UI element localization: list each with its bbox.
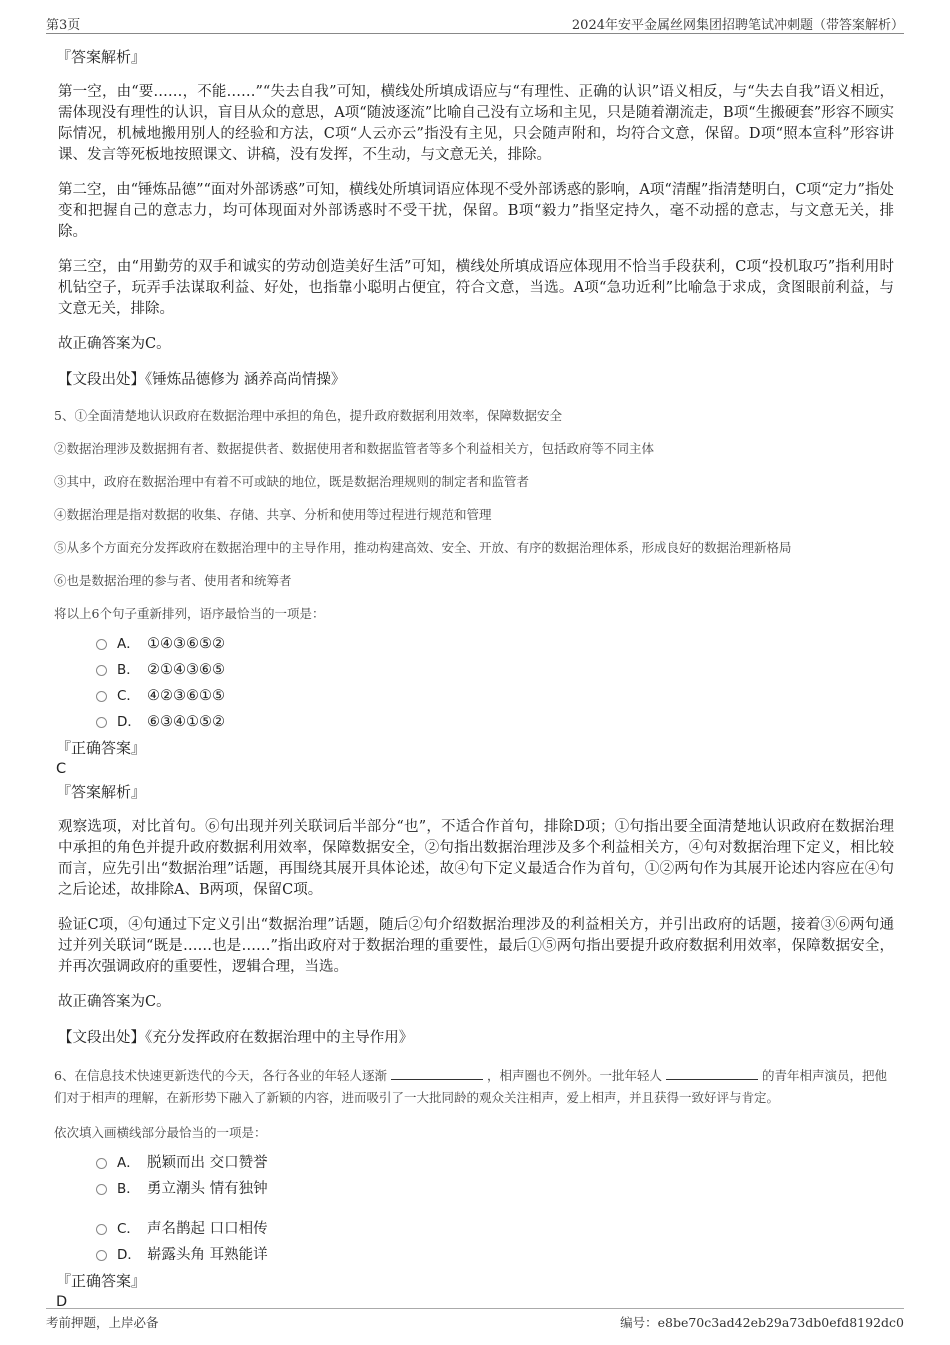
q6-correct-answer: D — [56, 1294, 68, 1310]
q5-source: 【文段出处】《充分发挥政府在数据治理中的主导作用》 — [58, 1030, 414, 1046]
q5-sentence-2: ②数据治理涉及数据拥有者、数据提供者、数据使用者和数据监管者等多个利益相关方，包括政府等不同主体 — [54, 441, 655, 456]
radio-icon[interactable] — [96, 639, 107, 650]
radio-icon[interactable] — [96, 1250, 107, 1261]
q6-blank-2 — [666, 1067, 758, 1080]
q5-sentence-4: ④数据治理是指对数据的收集、存储、共享、分析和使用等过程进行规范和管理 — [54, 507, 492, 522]
q4-source: 【文段出处】《锤炼品德修为 涵养高尚情操》 — [58, 372, 346, 388]
q5-analysis-paragraph-1: 观察选项，对比首句。⑥句出现并列关联词后半部分“也”，不适合作首句，排除D项；①句指出要全面清楚地认识政府在数据治理中承担的角色并提升政府数据利用效率，保障数据安全，②句指出数据治理涉及多个利益相关方，④句对数据治理下定义，相比较而言，应先引出“数据治理”话题，再围绕其展开具体论述，故④句下定义最适合作为首句，①②两句作为其展开论述内容应在④句之后论述，故排除A、B两项，保留C项。 — [58, 819, 894, 898]
radio-icon[interactable] — [96, 1224, 107, 1235]
page-header — [46, 14, 904, 34]
q5-options — [96, 631, 894, 735]
q5-prompt: 将以上6个句子重新排列，语序最恰当的一项是： — [54, 606, 325, 621]
q5-option-c[interactable]: C． ④②③⑥①⑤ — [96, 683, 894, 709]
q4-analysis-paragraph-3: 第三空，由“用勤劳的双手和诚实的劳动创造美好生活”可知，横线处所填成语应体现用不恰当手段获利，C项“投机取巧”指利用时机钻空子，玩弄手法谋取利益、好处，也指靠小聪明占便宜，符合文意，当选。A项“急功近利”比喻急于求成，贪图眼前利益，与文意无关，排除。 — [58, 259, 894, 317]
q5-option-b[interactable]: B． ②①④③⑥⑤ — [96, 657, 894, 683]
q5-sentence-6: ⑥也是数据治理的参与者、使用者和统筹者 — [54, 573, 292, 588]
footer-serial: 编号：e8be70c3ad42eb29a73db0efd8192dc0 — [620, 1315, 904, 1330]
q5-sentence-3: ③其中，政府在数据治理中有着不可或缺的地位，既是数据治理规则的制定者和监管者 — [54, 474, 530, 489]
q6-prompt: 依次填入画横线部分最恰当的一项是： — [54, 1125, 267, 1140]
q6-correct-label: 『正确答案』 — [56, 1272, 147, 1290]
q4-conclusion: 故正确答案为C。 — [58, 336, 171, 352]
q5-sentence-5: ⑤从多个方面充分发挥政府在数据治理中的主导作用，推动构建高效、安全、开放、有序的数据治理体系，形成良好的数据治理新格局 — [54, 540, 792, 555]
q5-conclusion: 故正确答案为C。 — [58, 994, 171, 1010]
q5-correct-label: 『正确答案』 — [56, 739, 147, 757]
document-body — [56, 46, 894, 1314]
radio-icon[interactable] — [96, 1158, 107, 1169]
q6-options — [96, 1150, 894, 1268]
q5-sentence-1: 5、①全面清楚地认识政府在数据治理中承担的角色，提升政府数据利用效率，保障数据安全 — [54, 408, 562, 423]
q5-option-a[interactable]: A． ①④③⑥⑤② — [96, 631, 894, 657]
footer-slogan: 考前押题，上岸必备 — [46, 1315, 159, 1330]
q6-stem: 6、在信息技术快速更新迭代的今天，各行各业的年轻人逐渐 ，相声圈也不例外。一批年轻人 的青年相声演员，把他们对于相声的理解，在新形势下融入了新颖的内容，进而吸引了一大批同龄的观众关注相声，爱上相声，并且获得一致好评与肯定。 — [54, 1068, 887, 1105]
radio-icon[interactable] — [96, 691, 107, 702]
footer-divider — [46, 1308, 904, 1309]
q4-analysis-paragraph-1: 第一空，由“要……，不能……”“失去自我”可知，横线处所填成语应与“有理性、正确的认识”语义相反，与“失去自我”语义相近，需体现没有理性的认识，盲目从众的意思，A项“随波逐流”比喻自己没有立场和主见，只是随着潮流走，B项“生搬硬套”形容不顾实际情况，机械地搬用别人的经验和方法，C项“人云亦云”指没有主见，只会随声附和，均符合文意，保留。D项“照本宣科”形容讲课、发言等死板地按照课文、讲稿，没有发挥，不生动，与文意无关，排除。 — [58, 84, 894, 163]
q6-option-c[interactable]: C． 声名鹊起 口口相传 — [96, 1216, 894, 1242]
document-title: 2024年安平金属丝网集团招聘笔试冲刺题（带答案解析） — [571, 18, 904, 33]
radio-icon[interactable] — [96, 665, 107, 676]
q6-blank-1 — [391, 1067, 483, 1080]
q5-analysis-label: 『答案解析』 — [56, 783, 147, 801]
q6-option-b[interactable]: B． 勇立潮头 情有独钟 — [96, 1176, 894, 1202]
q6-option-a[interactable]: A． 脱颖而出 交口赞誉 — [96, 1150, 894, 1176]
q5-option-d[interactable]: D． ⑥③④①⑤② — [96, 709, 894, 735]
q4-analysis-paragraph-2: 第二空，由“锤炼品德”“面对外部诱惑”可知，横线处所填词语应体现不受外部诱惑的影响，A项“清醒”指清楚明白，C项“定力”指处变和把握自己的意志力，均可体现面对外部诱惑时不受干扰，保留。B项“毅力”指坚定持久，毫不动摇的意志，与文意无关，排除。 — [58, 182, 894, 240]
header-divider — [46, 33, 904, 34]
page-number: 第3页 — [46, 18, 81, 33]
q5-analysis-paragraph-2: 验证C项，④句通过下定义引出“数据治理”话题，随后②句介绍数据治理涉及的利益相关方，并引出政府的话题，接着③⑥两句通过并列关联词“既是……也是……”指出政府对于数据治理的重要性，最后①⑤两句指出要提升政府数据利用效率，保障数据安全，并再次强调政府的重要性，逻辑合理，当选。 — [58, 917, 894, 975]
radio-icon[interactable] — [96, 1184, 107, 1195]
q5-correct-answer: C — [56, 761, 67, 777]
radio-icon[interactable] — [96, 717, 107, 728]
q4-analysis-label: 『答案解析』 — [56, 48, 147, 66]
q6-option-d[interactable]: D． 崭露头角 耳熟能详 — [96, 1242, 894, 1268]
